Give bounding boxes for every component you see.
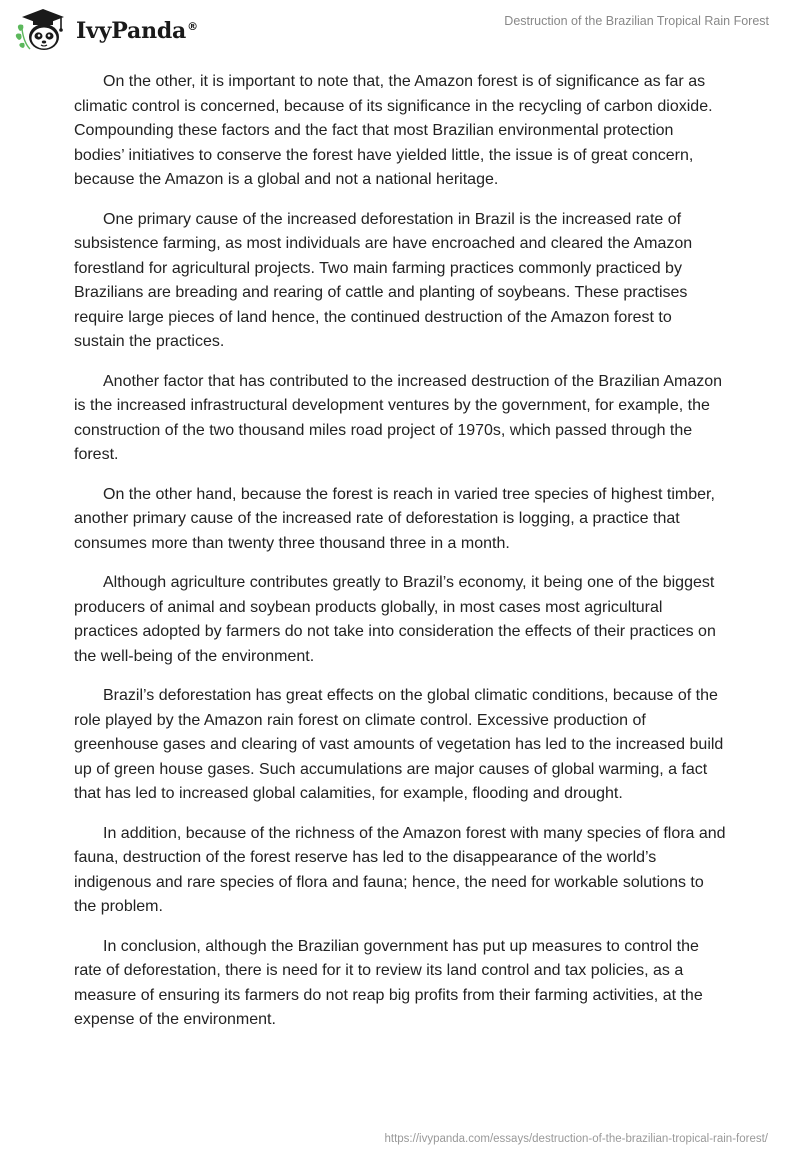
paragraph: Brazil’s deforestation has great effects on the global climatic conditions, because of the role played by the Amazon rain forest on climate control. Excessive production of greenhouse gases and clearing of vast amounts of vegetation has led to the increased build up of green house gases. Such accumulations are major causes of global warming, a fact that has led to increased global calamities, for example, flooding and drought. — [74, 687, 724, 802]
paragraph: One primary cause of the increased deforestation in Brazil is the increased rate of subsistence farming, as most individuals are have encroached and cleared the Amazon forestland for agricultural projects. Two main farming practices commonly practiced by Brazilians are breading and rearing of cattle and planting of soybeans. These practises require large pieces of land hence, the continued destruction of the Amazon forest to sustain the practices. — [74, 210, 693, 350]
paragraph: On the other hand, because the forest is reach in varied tree species of highest timber, another primary cause of the increased rate of deforestation is logging, a practice that consumes more than twenty three thousand three in a month. — [74, 485, 715, 552]
essay-body — [74, 70, 726, 1048]
brand-name: IvyPanda® — [76, 18, 198, 44]
ivypanda-logo[interactable] — [14, 7, 198, 53]
paragraph: Although agriculture contributes greatly to Brazil’s economy, it being one of the biggest producers of animal and soybean products globally, in most cases most agricultural practices adopted by farmers do not take into consideration the effects of their practices on the well-being of the environment. — [74, 574, 716, 665]
page-header — [0, 0, 800, 60]
paragraph: Another factor that has contributed to the increased destruction of the Brazilian Amazon is the increased infrastructural development ventures by the government, for example, the construction of the two thousand miles road project of 1970s, which passed through the forest. — [74, 372, 723, 463]
panda-graduate-icon — [14, 7, 72, 53]
paragraph: In addition, because of the richness of the Amazon forest with many species of flora and fauna, destruction of the forest reserve has led to the disappearance of the world’s indigenous and rare species of flora and fauna; hence, the need for workable solutions to the problem. — [74, 824, 726, 915]
paragraph: In conclusion, although the Brazilian government has put up measures to control the rate of deforestation, there is need for it to review its land control and tax policies, as a measure of ensuring its farmers do not reap big profits from their farming activities, at the expense of the environment. — [74, 937, 703, 1028]
source-url[interactable]: https://ivypanda.com/essays/destruction-of-the-brazilian-tropical-rain-forest/ — [384, 1133, 768, 1145]
paragraph: On the other, it is important to note that, the Amazon forest is of significance as far as climatic control is concerned, because of its significance in the recycling of carbon dioxide. Compounding these factors and the fact that most Brazilian environmental protection bodies’ initiatives to conserve the forest have yielded little, the issue is of great concern, because the Amazon is a global and not a national heritage. — [74, 73, 713, 188]
registered-mark: ® — [187, 19, 198, 33]
document-title: Destruction of the Brazilian Tropical Rain Forest — [504, 14, 769, 28]
